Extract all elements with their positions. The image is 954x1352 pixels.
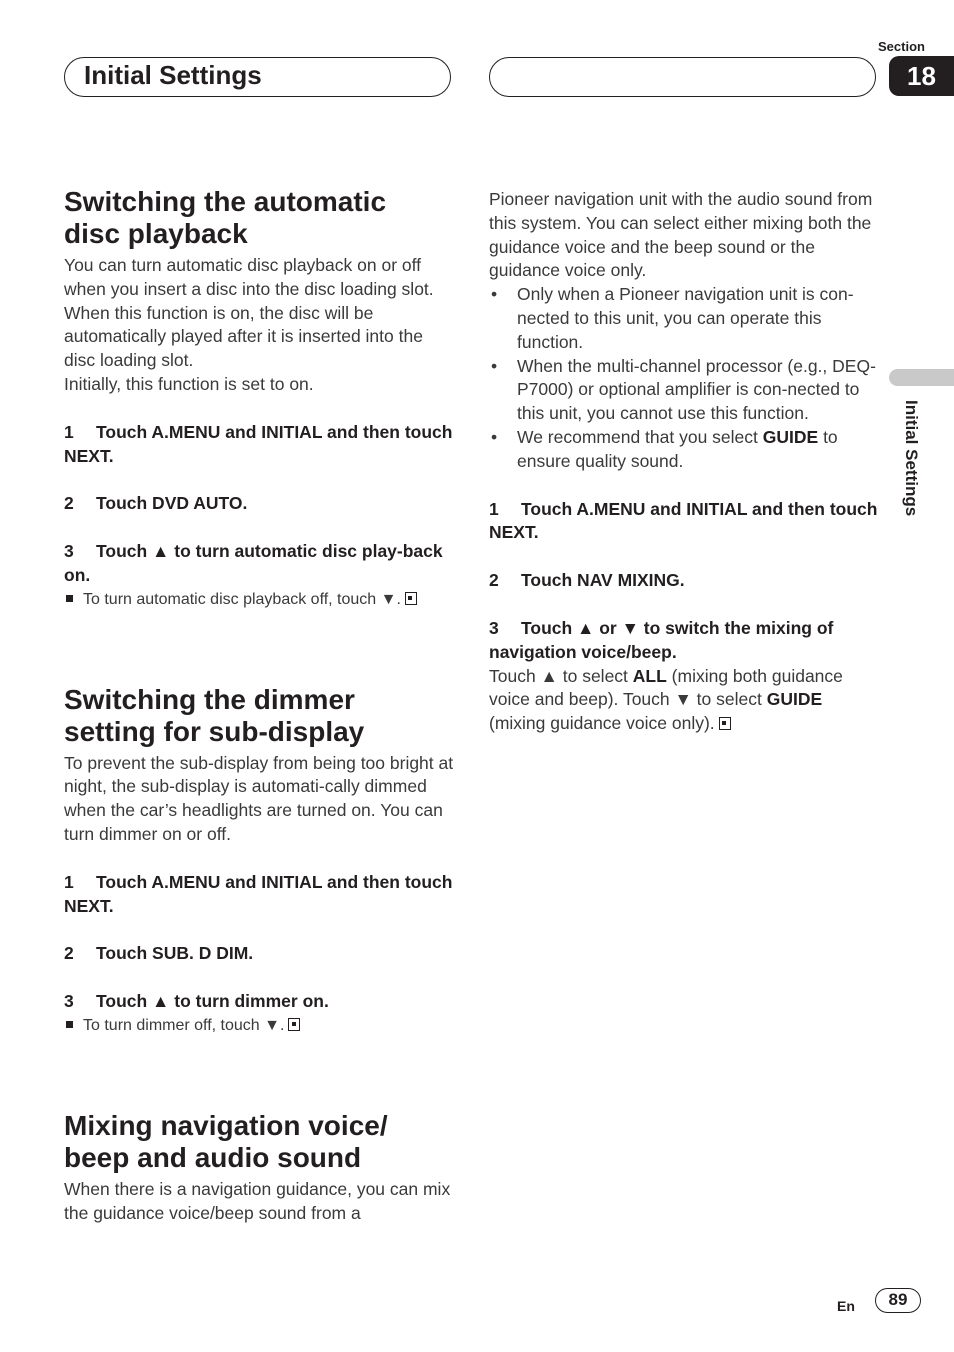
mixing-bullet-3: • We recommend that you select GUIDE to ensure quality sound. <box>489 426 879 474</box>
bullet-icon: • <box>491 355 498 376</box>
auto-disc-step-3: 3 Touch ▲ to turn automatic disc play-back on. <box>64 541 443 585</box>
header-blank-frame <box>489 57 876 97</box>
left-column <box>64 186 454 1225</box>
mixing-bullet-2: • When the multi-channel processor (e.g., DEQ-P7000) or optional amplifier is con-nected to this unit, you cannot use this function. <box>489 355 879 426</box>
auto-disc-note: To turn automatic disc playback off, touch ▼. <box>64 588 454 612</box>
page-title: Initial Settings <box>84 60 262 90</box>
mixing-intro: When there is a navigation guidance, you can mix the guidance voice/beep sound from a <box>64 1178 451 1223</box>
auto-disc-intro: You can turn automatic disc playback on or off when you insert a disc into the disc loading slot. When this function is on, the disc will be automatically played after it is inserted into the disc loading slot. <box>64 255 434 371</box>
dimmer-intro: To prevent the sub-display from being too bright at night, the sub-display is automati-cally dimmed when the car’s headlights are turned on. You can turn dimmer on or off. <box>64 752 454 844</box>
note-square-icon <box>66 595 73 602</box>
section-label: Section <box>878 39 925 54</box>
dimmer-note: To turn dimmer off, touch ▼. <box>64 1014 454 1038</box>
section-number-badge: 18 <box>889 56 954 96</box>
section-heading-auto-disc: Switching the automatic disc playback <box>64 186 387 249</box>
side-tab <box>889 369 954 386</box>
mixing-detail: Touch ▲ to select ALL (mixing both guidance voice and beep). Touch ▼ to select GUIDE (mixing guidance voice only). <box>489 665 843 734</box>
mixing-intro-continued: Pioneer navigation unit with the audio sound from this system. You can select either mixing both the guidance voice and the beep sound or the guidance voice only. <box>489 189 873 281</box>
page-number: 89 <box>875 1288 921 1313</box>
dimmer-step-1: 1 Touch A.MENU and INITIAL and then touch NEXT. <box>64 871 453 916</box>
dimmer-step-2: 2 Touch SUB. D DIM. <box>64 943 254 964</box>
section-heading-mixing: Mixing navigation voice/ beep and audio sound <box>64 1109 388 1173</box>
language-code: En <box>837 1298 855 1314</box>
end-mark-icon <box>719 717 731 730</box>
dimmer-step-3: 3 Touch ▲ to turn dimmer on. <box>64 991 329 1012</box>
auto-disc-initial: Initially, this function is set to on. <box>64 373 314 394</box>
end-mark-icon <box>405 592 417 605</box>
auto-disc-step-2: 2 Touch DVD AUTO. <box>64 493 248 514</box>
bullet-icon: • <box>491 284 498 305</box>
mixing-step-2: 2 Touch NAV MIXING. <box>489 570 685 591</box>
section-heading-dimmer: Switching the dimmer setting for sub-display <box>64 683 365 747</box>
mixing-step-3: 3 Touch ▲ or ▼ to switch the mixing of navigation voice/beep. <box>489 617 834 662</box>
end-mark-icon <box>288 1018 300 1031</box>
bullet-icon: • <box>491 426 498 447</box>
auto-disc-step-1: 1 Touch A.MENU and INITIAL and then touch NEXT. <box>64 421 453 466</box>
note-square-icon <box>66 1021 73 1028</box>
mixing-step-1: 1 Touch A.MENU and INITIAL and then touch NEXT. <box>489 498 878 543</box>
mixing-bullet-1: • Only when a Pioneer navigation unit is con-nected to this unit, you can operate this function. <box>489 283 879 354</box>
right-column <box>489 188 879 736</box>
side-tab-label: Initial Settings <box>902 400 921 517</box>
